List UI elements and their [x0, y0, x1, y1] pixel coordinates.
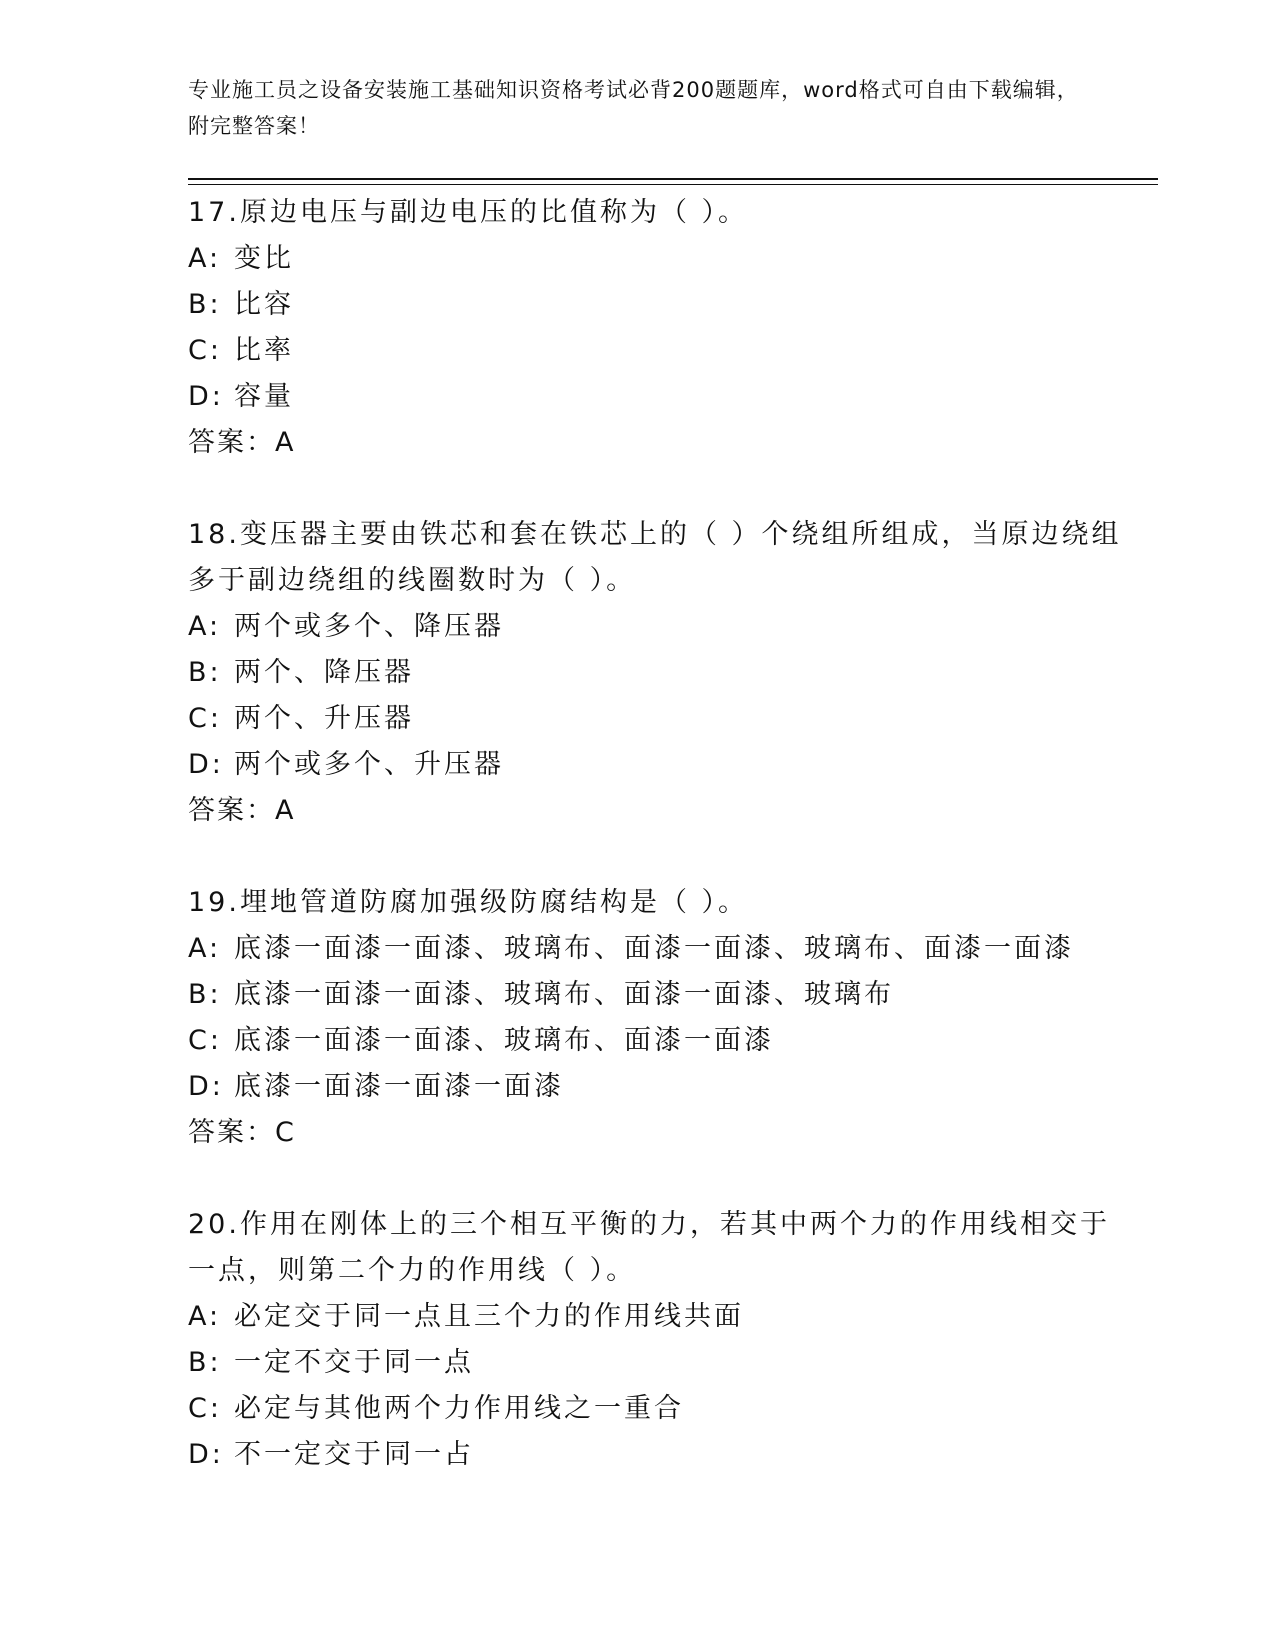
- option-b: [188, 282, 1128, 328]
- question-stem: 17.原边电压与副边电压的比值称为（ ）。: [188, 197, 749, 228]
- option-text: 比率: [234, 335, 294, 366]
- option-b: [188, 650, 1128, 696]
- option-label: B:: [188, 657, 222, 688]
- option-c: [188, 1018, 1128, 1064]
- option-text: 必定与其他两个力作用线之一重合: [234, 1393, 684, 1424]
- option-text: 两个或多个、降压器: [234, 611, 504, 642]
- option-text: 底漆一面漆一面漆、玻璃布、面漆一面漆: [234, 1025, 774, 1056]
- option-c: [188, 328, 1128, 374]
- option-text: 一定不交于同一点: [234, 1347, 474, 1378]
- option-a: [188, 236, 1128, 282]
- header-divider-thin: [188, 184, 1158, 185]
- option-label: A:: [188, 243, 222, 274]
- option-text: 变比: [234, 243, 294, 274]
- question-20: [188, 1202, 1128, 1478]
- option-text: 不一定交于同一占: [234, 1439, 474, 1470]
- option-a: [188, 1294, 1128, 1340]
- option-label: B:: [188, 979, 222, 1010]
- option-text: 比容: [234, 289, 294, 320]
- answer-line: 答案：A: [188, 795, 296, 826]
- option-text: 必定交于同一点且三个力的作用线共面: [234, 1301, 744, 1332]
- option-text: 底漆一面漆一面漆一面漆: [234, 1071, 564, 1102]
- option-b: [188, 1340, 1128, 1386]
- option-label: D:: [188, 1071, 224, 1102]
- option-label: D:: [188, 749, 224, 780]
- option-label: B:: [188, 289, 222, 320]
- option-text: 底漆一面漆一面漆、玻璃布、面漆一面漆、玻璃布、面漆一面漆: [234, 933, 1074, 964]
- option-text: 两个或多个、升压器: [234, 749, 504, 780]
- option-d: [188, 742, 1128, 788]
- question-stem: 20.作用在刚体上的三个相互平衡的力，若其中两个力的作用线相交于一点，则第二个力的作用线（ ）。: [188, 1209, 1110, 1286]
- option-text: 两个、升压器: [234, 703, 414, 734]
- option-d: [188, 1432, 1128, 1478]
- option-text: 底漆一面漆一面漆、玻璃布、面漆一面漆、玻璃布: [234, 979, 894, 1010]
- option-label: A:: [188, 1301, 222, 1332]
- option-b: [188, 972, 1128, 1018]
- option-d: [188, 1064, 1128, 1110]
- option-text: 容量: [234, 381, 294, 412]
- option-c: [188, 696, 1128, 742]
- option-d: [188, 374, 1128, 420]
- answer-line: 答案：A: [188, 427, 296, 458]
- option-label: C:: [188, 703, 222, 734]
- option-a: [188, 604, 1128, 650]
- question-18: [188, 512, 1128, 834]
- option-label: C:: [188, 335, 222, 366]
- question-stem: 19.埋地管道防腐加强级防腐结构是（ ）。: [188, 887, 749, 918]
- answer-line: 答案：C: [188, 1117, 296, 1148]
- question-list: [188, 190, 1128, 1524]
- question-19: [188, 880, 1128, 1156]
- option-label: D:: [188, 1439, 224, 1470]
- option-label: B:: [188, 1347, 222, 1378]
- option-label: A:: [188, 611, 222, 642]
- header-divider-thick: [188, 178, 1158, 180]
- option-a: [188, 926, 1128, 972]
- document-header: 专业施工员之设备安装施工基础知识资格考试必背200题题库，word格式可自由下载编辑，附完整答案！: [188, 78, 1079, 138]
- question-17: [188, 190, 1128, 466]
- option-text: 两个、降压器: [234, 657, 414, 688]
- option-label: A:: [188, 933, 222, 964]
- option-c: [188, 1386, 1128, 1432]
- option-label: C:: [188, 1393, 222, 1424]
- question-stem: 18.变压器主要由铁芯和套在铁芯上的（ ）个绕组所组成，当原边绕组多于副边绕组的线圈数时为（ ）。: [188, 519, 1122, 596]
- option-label: C:: [188, 1025, 222, 1056]
- option-label: D:: [188, 381, 224, 412]
